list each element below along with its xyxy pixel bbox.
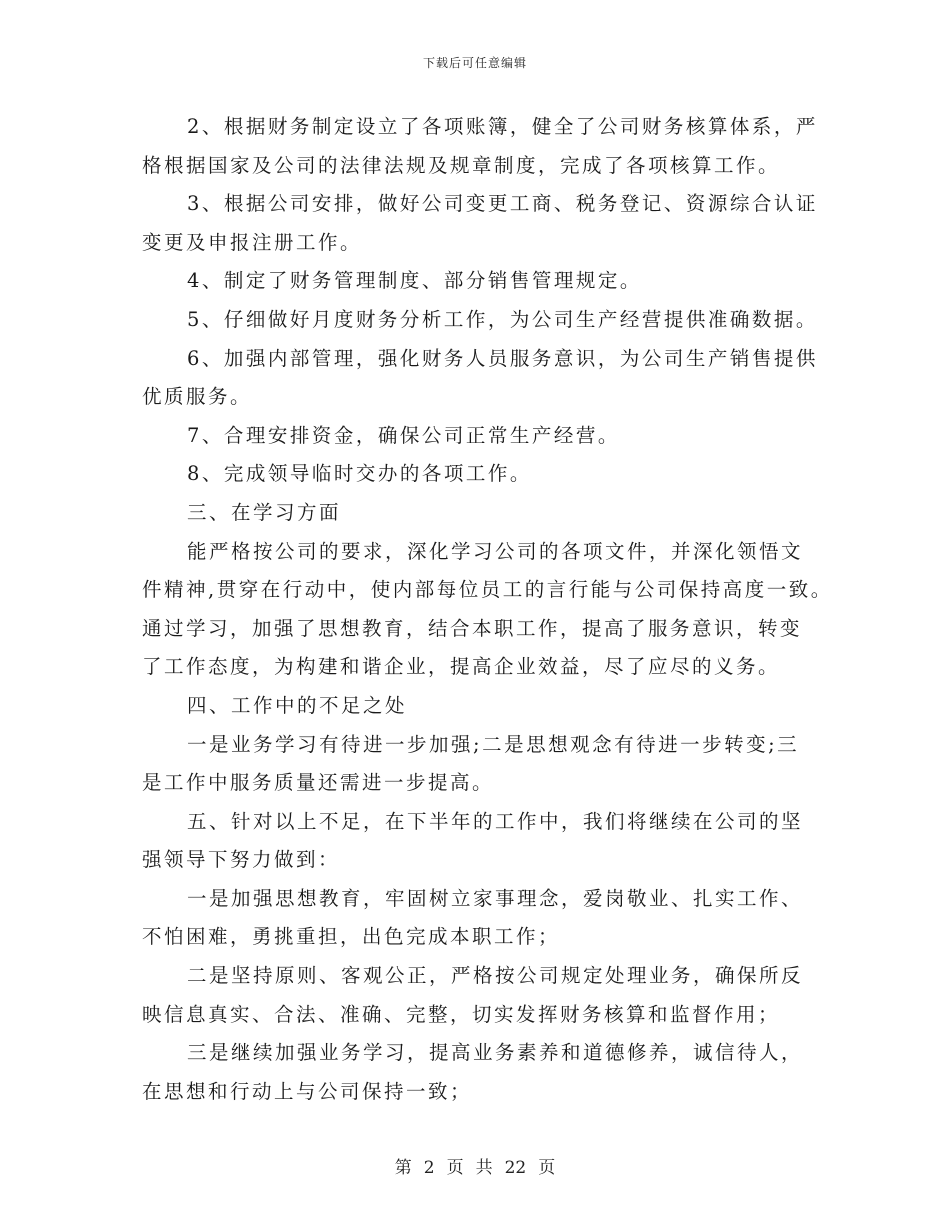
paragraph-line: 变更及申报注册工作。 <box>142 230 363 254</box>
paragraph-line: 格根据国家及公司的法律法规及规章制度，完成了各项核算工作。 <box>142 153 781 177</box>
paragraph-line: 一是加强思想教育，牢固树立家事理念，爱岗敬业、扎实工作、 <box>187 886 804 910</box>
paragraph-line: 在思想和行动上与公司保持一致； <box>142 1079 473 1103</box>
paragraph-line: 件精神,贯穿在行动中，使内部每位员工的言行能与公司保持高度一致。 <box>142 578 833 602</box>
paragraph-line: 二是坚持原则、客观公正，严格按公司规定处理业务，确保所反 <box>187 964 804 988</box>
paragraph-line: 2、根据财务制定设立了各项账簿，健全了公司财务核算体系，严 <box>187 115 818 138</box>
paragraph-line: 5、仔细做好月度财务分析工作，为公司生产经营提供准确数据。 <box>187 307 818 331</box>
paragraph-line: 6、加强内部管理，强化财务人员服务意识，为公司生产销售提供 <box>187 346 818 370</box>
footer-current-page: 2 <box>423 1158 435 1178</box>
footer-prefix: 第 <box>394 1158 412 1178</box>
page-footer <box>0 1153 950 1178</box>
paragraph-line: 了工作态度，为构建和谐企业，提高企业效益，尽了应尽的义务。 <box>142 655 781 679</box>
paragraph-line: 五、针对以上不足，在下半年的工作中，我们将继续在公司的坚 <box>187 809 804 833</box>
paragraph-line: 4、制定了财务管理制度、部分销售管理规定。 <box>187 269 642 293</box>
header-note: 下载后可任意编辑 <box>422 56 527 70</box>
paragraph-line: 四、工作中的不足之处 <box>187 693 408 717</box>
paragraph-line: 强领导下努力做到： <box>142 848 341 872</box>
footer-page-word: 页 <box>446 1158 464 1178</box>
paragraph-line: 三、在学习方面 <box>187 500 342 524</box>
paragraph-line: 不怕困难，勇挑重担，出色完成本职工作； <box>142 925 561 949</box>
paragraph-line: 3、根据公司安排，做好公司变更工商、税务登记、资源综合认证 <box>187 192 818 216</box>
paragraph-line: 优质服务。 <box>142 385 253 409</box>
body-text <box>142 108 833 1111</box>
paragraph-line: 7、合理安排资金，确保公司正常生产经营。 <box>187 423 620 447</box>
paragraph-line: 通过学习，加强了思想教育，结合本职工作，提高了服务意识，转变 <box>142 616 803 640</box>
paragraph-line: 是工作中服务质量还需进一步提高。 <box>142 771 495 795</box>
footer-total-word: 共 <box>475 1158 493 1178</box>
paragraph-line: 一是业务学习有待进一步加强;二是思想观念有待进一步转变;三 <box>187 732 800 756</box>
footer-suffix: 页 <box>538 1158 556 1178</box>
paragraph-line: 映信息真实、合法、准确、完整，切实发挥财务核算和监督作用； <box>142 1002 781 1026</box>
footer-total-pages: 22 <box>504 1158 527 1178</box>
paragraph-line: 8、完成领导临时交办的各项工作。 <box>187 462 532 486</box>
paragraph-line: 三是继续加强业务学习，提高业务素养和道德修养，诚信待人， <box>187 1041 804 1065</box>
paragraph-line: 能严格按公司的要求，深化学习公司的各项文件，并深化领悟文 <box>187 539 804 563</box>
